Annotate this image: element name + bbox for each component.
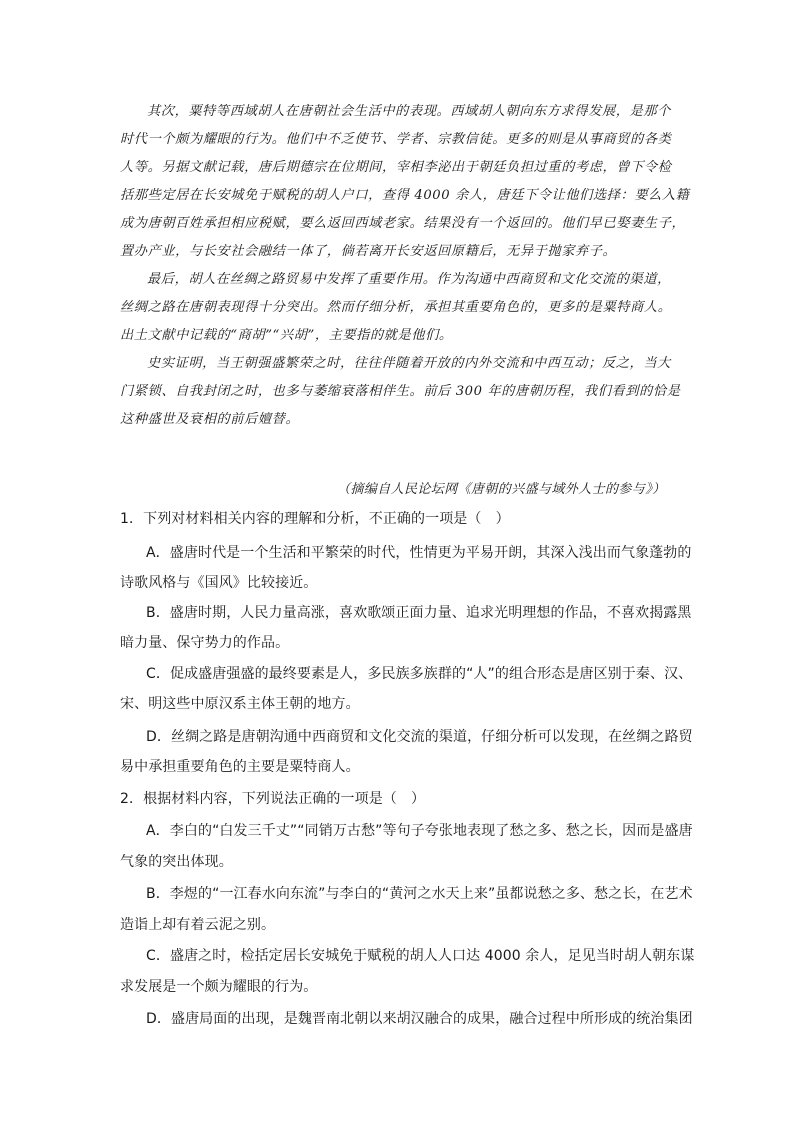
passage-line: 最后，胡人在丝绸之路贸易中发挥了重要作用。作为沟通中西商贸和文化交流的渠道， [147, 272, 671, 287]
option-d: D．盛唐局面的出现，是魏晋南北朝以来胡汉融合的成果，融合过程中所形成的统治集团 [146, 1011, 693, 1027]
question-stem: 1．下列对材料相关内容的理解和分析，不正确的一项是（ ） [120, 511, 510, 527]
passage-line: 括那些定居在长安城免于赋税的胡人户口，查得 4000 余人，唐廷下令让他们选择：要么入籍 [120, 188, 690, 203]
option-c: C．促成盛唐强盛的最终要素是人，多民族多族群的“人”的组合形态是唐区别于秦、汉、 [146, 666, 693, 682]
option-d-continued: 易中承担重要角色的主要是粟特商人。 [120, 759, 360, 775]
passage-line: 这种盛世及衰相的前后嬗替。 [120, 412, 300, 427]
passage-line: 出土文献中记载的“商胡”“兴胡”，主要指的就是他们。 [120, 328, 453, 343]
option-a-continued: 气象的突出体现。 [120, 854, 233, 870]
passage-line: 时代一个颇为耀眼的行为。他们中不乏使节、学者、宗教信徒。更多的则是从事商贸的各类 [120, 132, 672, 147]
passage-line: 人等。另据文献记载，唐后期德宗在位期间，宰相李泌出于朝廷负担过重的考虑，曾下令检 [120, 160, 672, 175]
option-c-continued: 宋、明这些中原汉系主体王朝的地方。 [120, 696, 360, 712]
option-c-continued: 求发展是一个颇为耀眼的行为。 [120, 979, 318, 995]
option-d: D．丝绸之路是唐朝沟通中西商贸和文化交流的渠道，仔细分析可以发现，在丝绸之路贸 [146, 729, 693, 745]
passage-line: 置办产业，与长安社会融结一体了，倘若离开长安返回原籍后，无异于抛家弃子。 [120, 244, 617, 259]
passage-line: 丝绸之路在唐朝表现得十分突出。然而仔细分析，承担其重要角色的，更多的是粟特商人。 [120, 300, 672, 315]
passage-line: 门紧锁、自我封闭之时，也多与萎缩衰落相伴生。前后 300 年的唐朝历程，我们看到的恰是 [120, 384, 681, 399]
passage-line: 其次，粟特等西域胡人在唐朝社会生活中的表现。西域胡人朝向东方求得发展，是那个 [147, 104, 671, 119]
option-b: B．盛唐时期，人民力量高涨，喜欢歌颂正面力量、追求光明理想的作品，不喜欢揭露黑 [146, 605, 692, 621]
option-b-continued: 暗力量、保守势力的作品。 [120, 635, 290, 651]
option-a: A．李白的“白发三千丈”“同销万古愁”等句子夸张地表现了愁之多、愁之长，因而是盛唐 [146, 823, 693, 839]
passage-source: （摘编自人民论坛网《唐朝的兴盛与域外人士的参与》） [337, 482, 666, 497]
question-stem: 2．根据材料内容，下列说法正确的一项是（ ） [120, 791, 426, 807]
passage-line: 成为唐朝百姓承担相应税赋，要么返回西域老家。结果没有一个返回的。他们早已娶妻生子， [120, 216, 686, 231]
option-b-continued: 造诣上却有着云泥之别。 [120, 917, 276, 933]
option-b: B．李煜的“一江春水向东流”与李白的“黄河之水天上来”虽都说愁之多、愁之长，在艺术 [146, 886, 693, 902]
option-c: C．盛唐之时，检括定居长安城免于赋税的胡人人口达 4000 余人，足见当时胡人朝东谋 [146, 948, 695, 964]
option-a-continued: 诗歌风格与《国风》比较接近。 [120, 575, 318, 591]
option-a: A．盛唐时代是一个生活和平繁荣的时代，性情更为平易开朗，其深入浅出而气象蓬勃的 [146, 545, 692, 561]
passage-line: 史实证明，当王朝强盛繁荣之时，往往伴随着开放的内外交流和中西互动；反之，当大 [147, 356, 671, 371]
